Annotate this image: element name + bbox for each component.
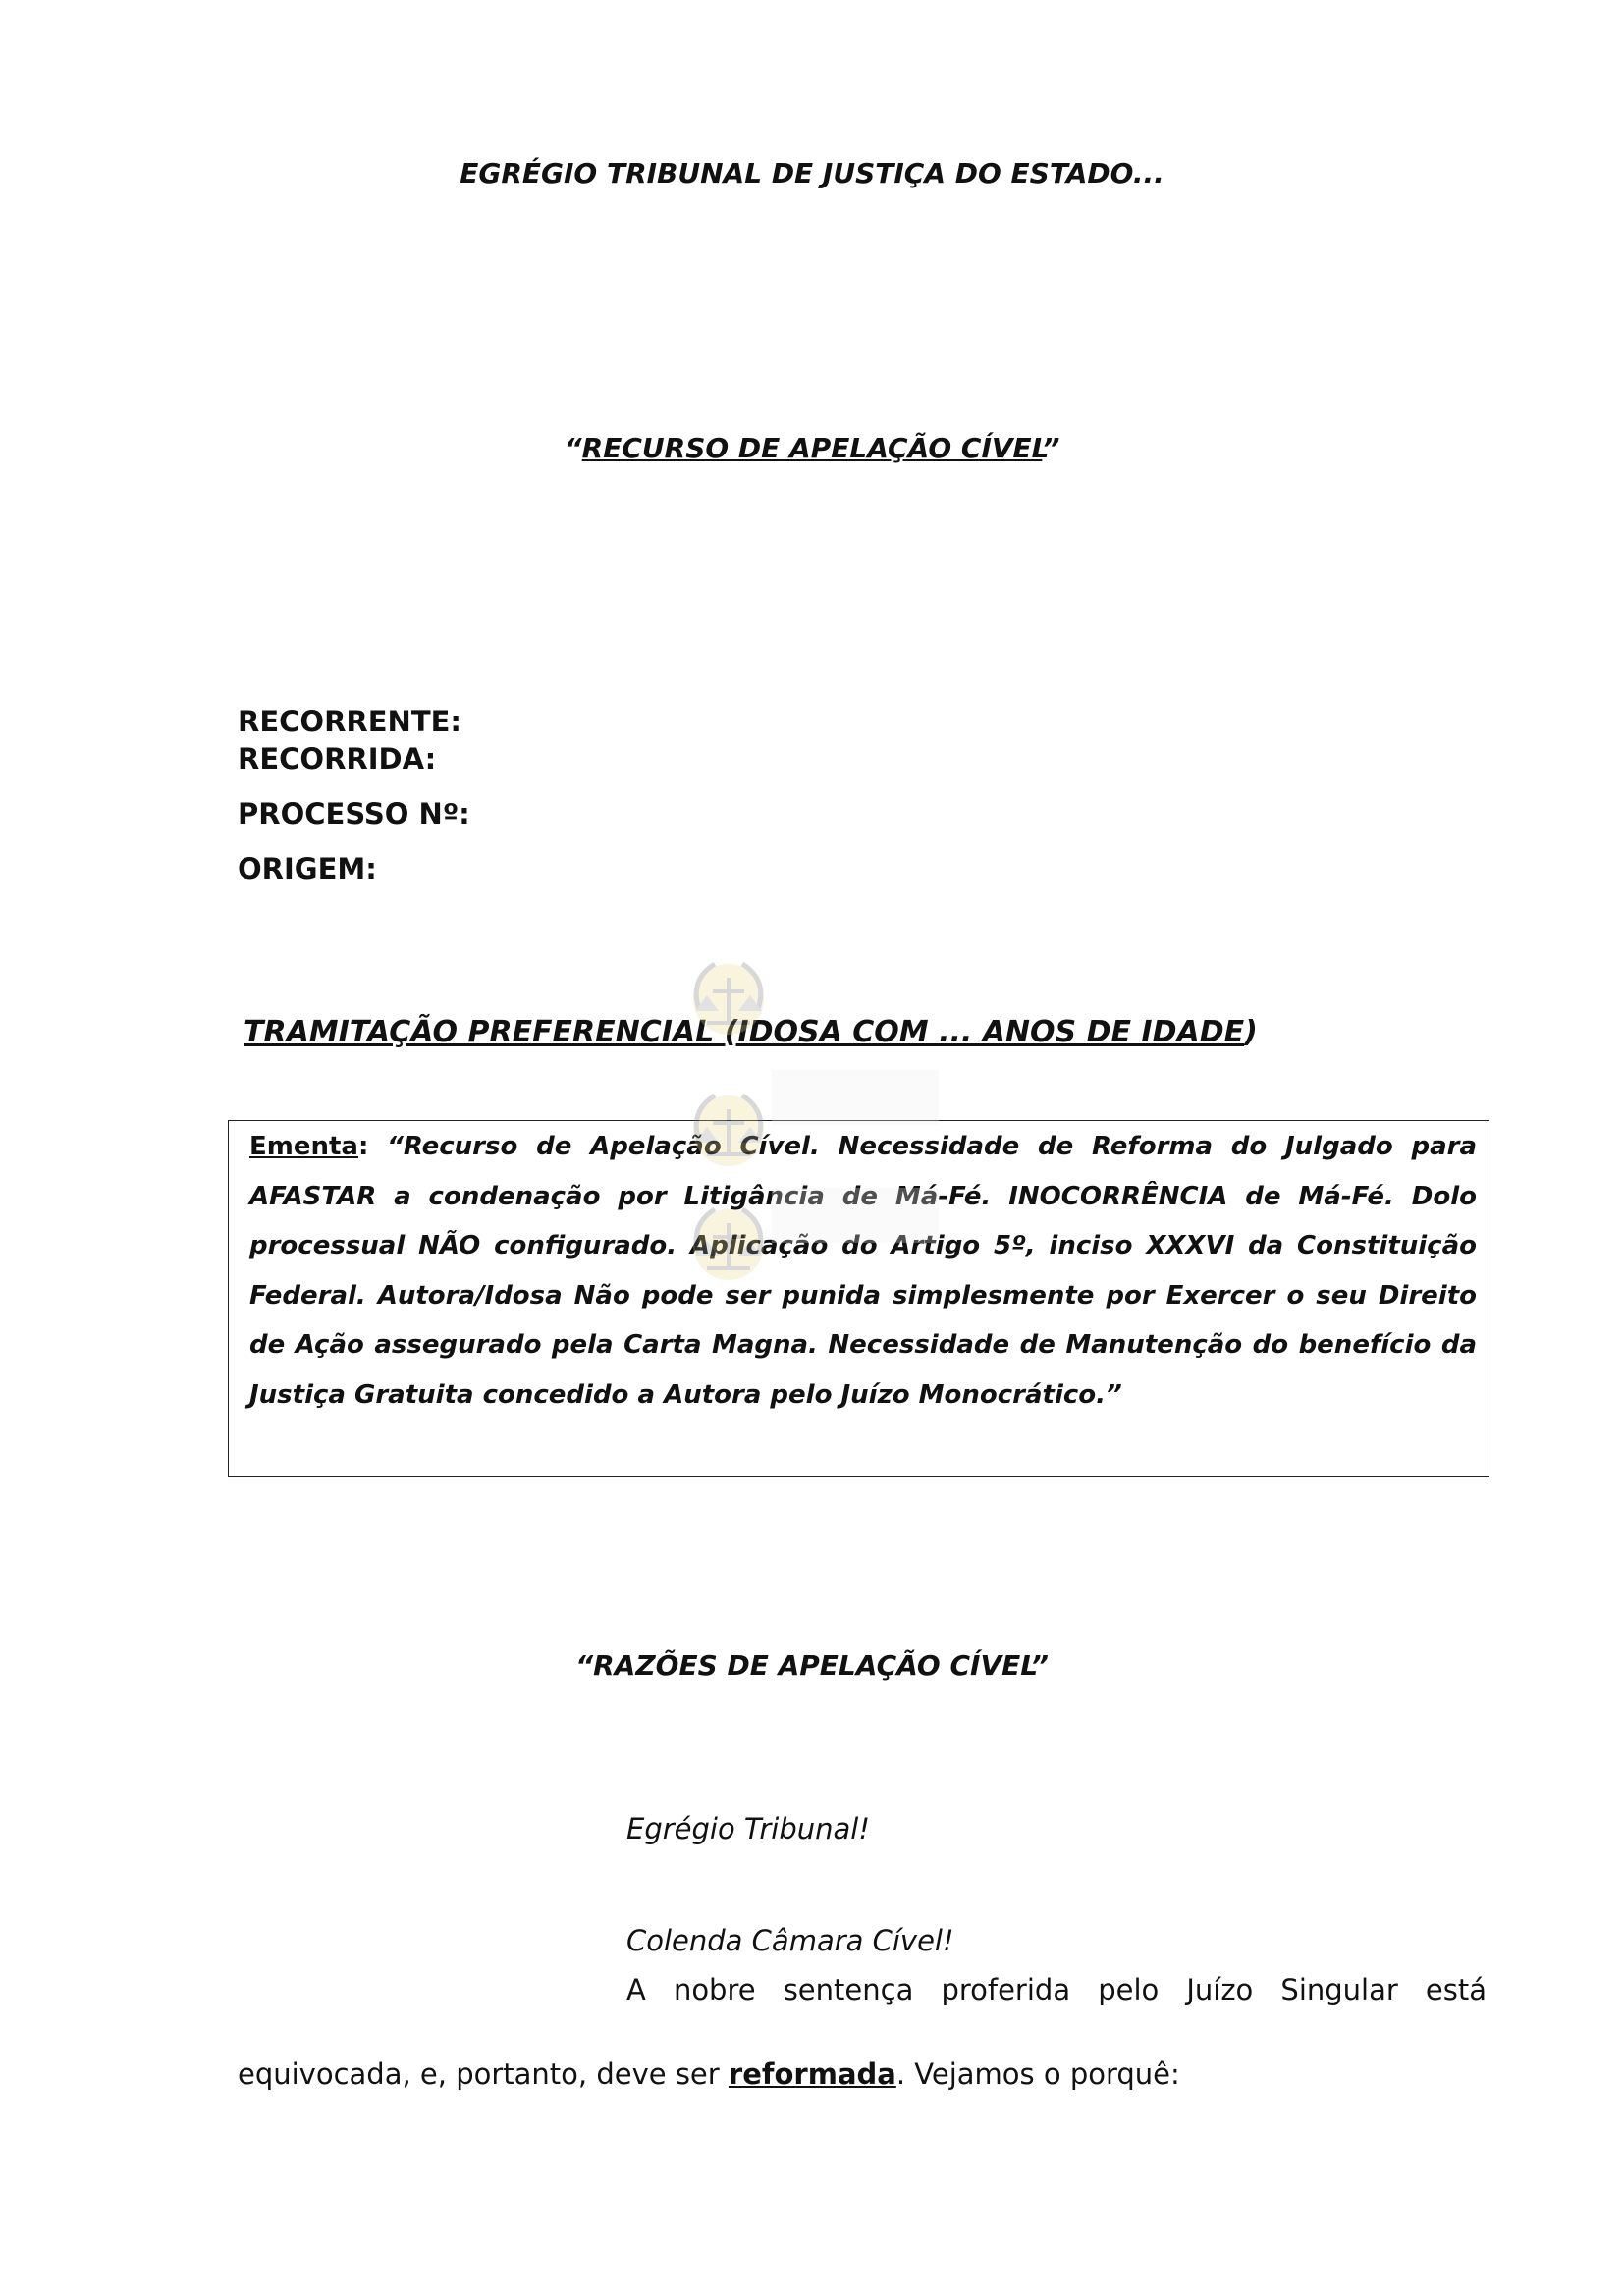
tramitacao-text: TRAMITAÇÃO PREFERENCIAL (IDOSA COM ... ANOS DE IDADE [244,1015,1245,1049]
body-word: Juízo [1186,1973,1254,2006]
origem-label: ORIGEM: [238,852,377,885]
body-first-line [626,1973,1487,2006]
appeal-title-open-quote: “ [564,432,582,464]
body-second-line [238,2057,1180,2091]
body-word: pelo [1098,1973,1160,2006]
appeal-title-close-quote: ” [1042,432,1060,464]
appeal-title [0,432,1624,464]
ementa-text: “Recurso de Apelação Cível. Necessidade de Reforma do Julgado para AFASTAR a condenação por Litigância de Má-Fé. INOCORRÊNCIA de Má-Fé. Dolo processual NÃO configurado. Aplicação do Artigo 5º, inciso XXXVI da Constituição Federal. Autora/Idosa Não pode ser punida simplesmente por Exercer o seu Direito de Ação assegurado pela Carta Magna. Necessidade de Manutenção do benefício da Justiça Gratuita concedido a Autora pelo Juízo Monocrático.” [249,1132,1477,1410]
emphasis-reformada: reformada [728,2057,896,2091]
recorrente-label: RECORRENTE: [238,705,462,738]
body-word: proferida [941,1973,1071,2006]
body-word: sentença [783,1973,914,2006]
greeting-camara: Colenda Câmara Cível! [626,1924,954,1957]
tramitacao-close: ) [1244,1015,1258,1049]
court-title: EGRÉGIO TRIBUNAL DE JUSTIÇA DO ESTADO... [460,157,1164,189]
appeal-title-text: RECURSO DE APELAÇÃO CÍVEL [581,432,1043,464]
razoes-title: “RAZÕES DE APELAÇÃO CÍVEL” [575,1649,1049,1682]
body-word: nobre [673,1973,756,2006]
body-line2-after: . Vejamos o porquê: [895,2057,1180,2091]
body-word: está [1425,1973,1487,2006]
processo-label: PROCESSO Nº: [238,797,470,830]
ementa-text-block [249,1122,1477,1419]
tramitacao-preferencial [244,1015,1258,1049]
ementa-label: Ementa [249,1132,358,1161]
recorrida-label: RECORRIDA: [238,742,437,775]
greeting-tribunal: Egrégio Tribunal! [626,1812,870,1845]
body-word: A [626,1973,646,2006]
body-line2-before: equivocada, e, portanto, deve ser [238,2057,729,2091]
body-word: Singular [1280,1973,1398,2006]
ementa-colon: : [357,1132,388,1161]
